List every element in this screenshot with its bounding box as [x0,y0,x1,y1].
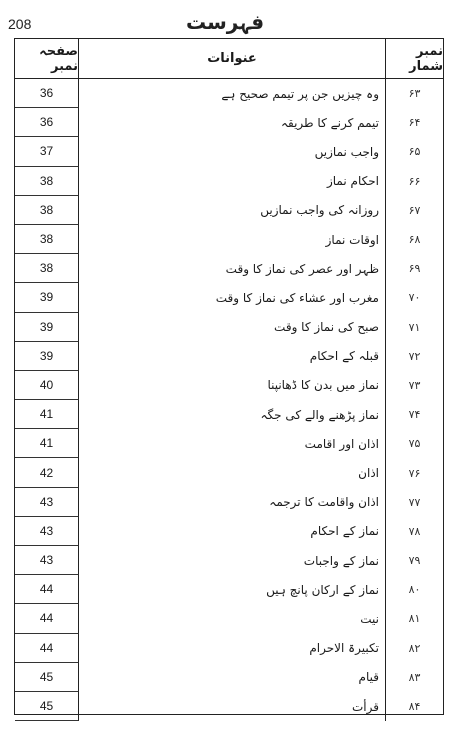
table-row [15,79,443,108]
number-cell: ۶۶ [408,174,421,188]
header-title-column: عنوانات [79,39,386,78]
header-number-column: نمبر شمار [409,43,443,74]
number-cell: ۷۱ [408,320,421,334]
title-cell: ظہر اور عصر کی نماز کا وقت [79,254,386,283]
title-cell: نماز پڑھنے والے کی جگہ [79,400,386,429]
table-row [15,692,443,721]
table-row [15,488,443,517]
table-row [15,108,443,137]
title-cell: نماز کے ارکان پانچ ہیں [79,575,386,604]
table-row [15,225,443,254]
number-cell: ۶۹ [408,262,421,276]
title-cell: قرأت [79,692,386,721]
number-cell: ۸۴ [408,700,421,714]
number-cell: ۶۷ [408,203,421,217]
title-cell: وہ چیزیں جن پر تیمم صحیح ہے [79,79,386,108]
page-cell: 44 [15,634,79,663]
page-cell: 38 [15,196,79,225]
number-cell: ۶۴ [408,116,421,130]
page-cell: 45 [15,692,79,721]
title-cell: قیام [79,663,386,692]
page-cell: 36 [15,108,79,137]
page-cell: 37 [15,137,79,166]
page-number: 208 [8,16,32,32]
title-cell: اذان واقامت کا ترجمہ [79,488,386,517]
number-cell: ۷۲ [408,349,421,363]
title-cell: اذان [79,458,386,487]
title-cell: تیمم کرنے کا طریقہ [79,108,386,137]
page-cell: 40 [15,371,79,400]
title-cell: اوقات نماز [79,225,386,254]
number-cell: ۷۴ [408,408,421,422]
title-cell: روزانہ کی واجب نمازیں [79,196,386,225]
number-cell: ۶۵ [408,145,421,159]
table-row [15,663,443,692]
title-cell: تکبیرۃ الاحرام [79,634,386,663]
number-cell: ۷۶ [408,466,421,480]
number-cell: ۸۲ [408,641,421,655]
page-cell: 44 [15,575,79,604]
table-row [15,575,443,604]
title-cell: اذان اور اقامت [79,429,386,458]
number-cell: ۸۱ [408,612,421,626]
title-cell: نماز کے واجبات [79,546,386,575]
table-row [15,634,443,663]
page-cell: 38 [15,225,79,254]
number-cell: ۶۸ [408,233,421,247]
page-cell: 43 [15,517,79,546]
page-cell: 43 [15,546,79,575]
number-cell: ۷۰ [408,291,421,305]
number-cell: ۶۳ [408,87,421,101]
number-cell: ۷۷ [408,495,421,509]
table-row [15,546,443,575]
table-row [15,604,443,633]
title-cell: قبلہ کے احکام [79,342,386,371]
table-of-contents [14,38,444,715]
page-cell: 36 [15,79,79,108]
number-cell: ۷۸ [408,524,421,538]
page-cell: 38 [15,167,79,196]
table-row [15,342,443,371]
table-row [15,313,443,342]
title-cell: احکام نماز [79,167,386,196]
table-body [15,79,443,721]
table-row [15,429,443,458]
page-cell: 42 [15,458,79,487]
running-header: فہرست [185,10,265,34]
table-row [15,167,443,196]
table-row [15,458,443,487]
page-cell: 41 [15,400,79,429]
table-row [15,137,443,166]
table-header [15,39,443,79]
title-cell: صبح کی نماز کا وقت [79,313,386,342]
number-cell: ۷۵ [408,437,421,451]
title-cell: مغرب اور عشاء کی نماز کا وقت [79,283,386,312]
table-row [15,283,443,312]
table-row [15,196,443,225]
title-cell: نیت [79,604,386,633]
page-cell: 39 [15,313,79,342]
page-cell: 43 [15,488,79,517]
page-cell: 45 [15,663,79,692]
number-cell: ۸۳ [408,670,421,684]
table-row [15,517,443,546]
page-cell: 38 [15,254,79,283]
page-cell: 39 [15,283,79,312]
page-cell: 39 [15,342,79,371]
title-cell: نماز کے احکام [79,517,386,546]
number-cell: ۷۳ [408,378,421,392]
table-row [15,371,443,400]
number-cell: ۸۰ [408,583,421,597]
page-cell: 41 [15,429,79,458]
table-row [15,400,443,429]
number-cell: ۷۹ [408,554,421,568]
title-cell: نماز میں بدن کا ڈھانپنا [79,371,386,400]
page-cell: 44 [15,604,79,633]
header-page-column: صفحہ نمبر [15,39,79,78]
title-cell: واجب نمازیں [79,137,386,166]
table-row [15,254,443,283]
